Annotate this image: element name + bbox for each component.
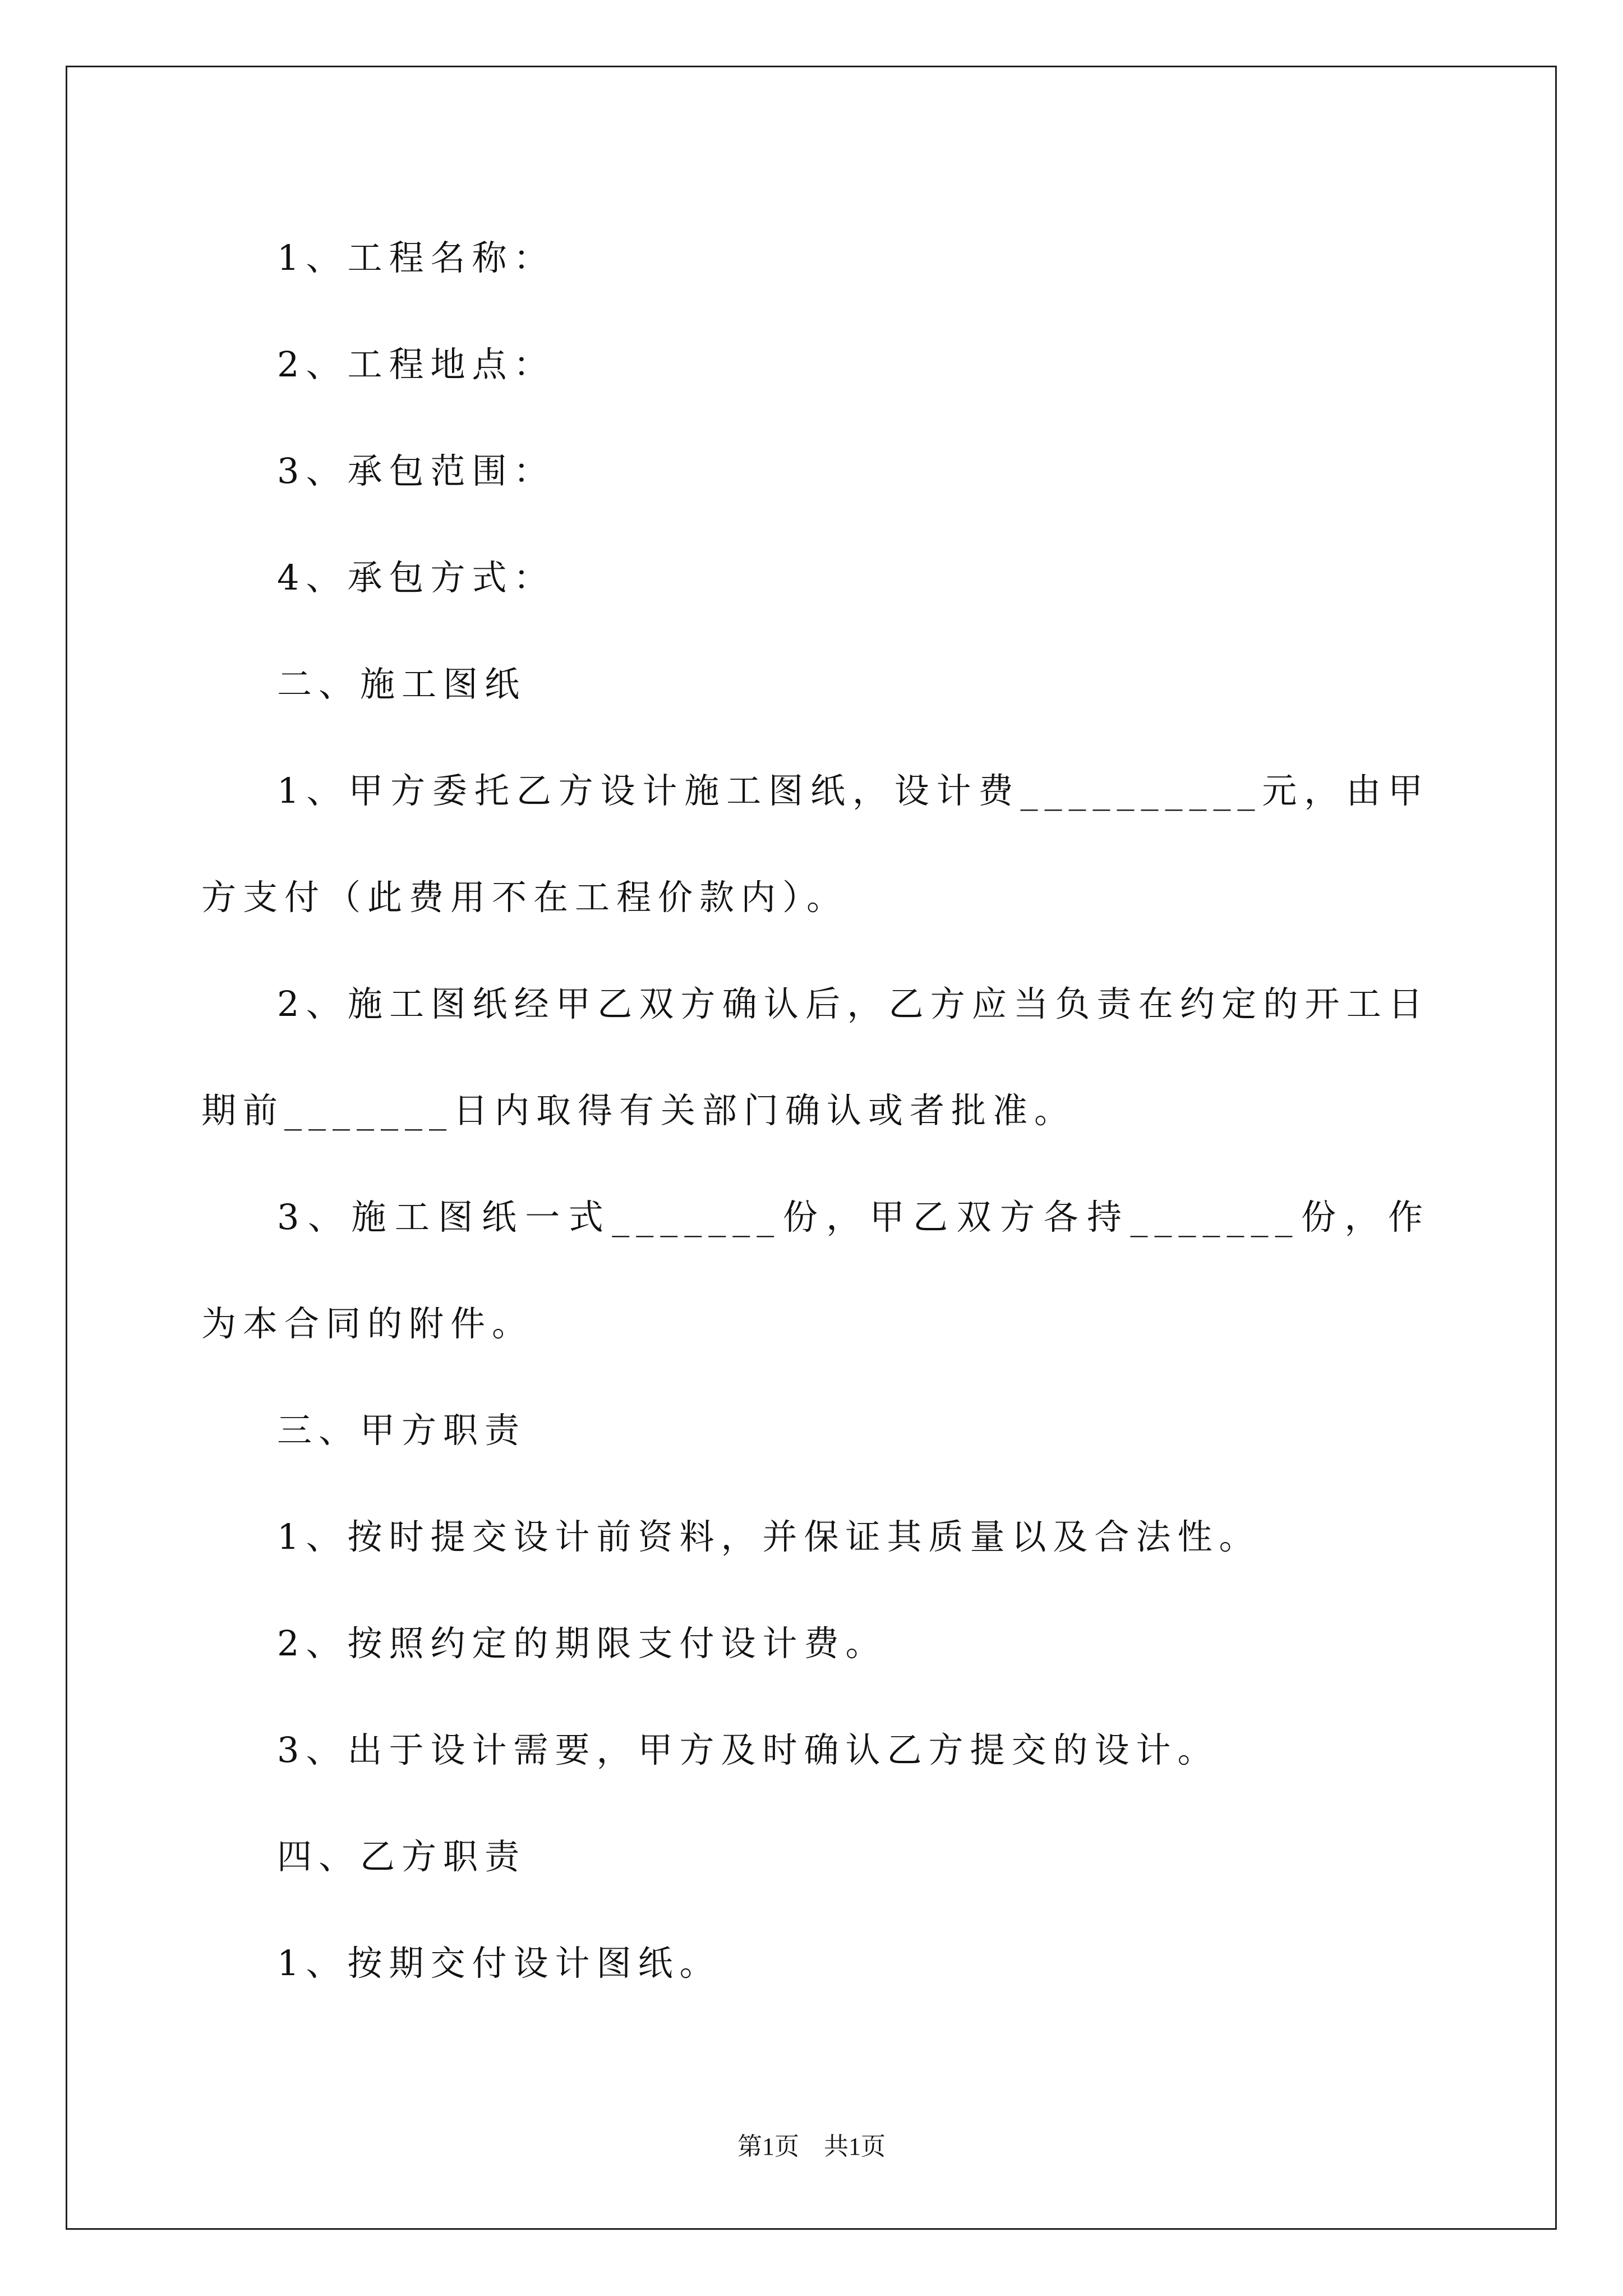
- item-project-location: 2、工程地点：: [277, 344, 555, 385]
- clause-party-a-materials: 1、按时提交设计前资料，并保证其质量以及合法性。: [277, 1516, 1261, 1557]
- page-number-footer: 第1页 共1页: [737, 2133, 886, 2160]
- document-body: [201, 205, 1430, 2017]
- section-heading-party-a: 三、甲方职责: [277, 1410, 527, 1451]
- section-heading-party-b: 四、乙方职责: [277, 1836, 527, 1877]
- clause-party-a-confirmation: 3、出于设计需要，甲方及时确认乙方提交的设计。: [277, 1729, 1219, 1770]
- clause-party-b-delivery: 1、按期交付设计图纸。: [277, 1943, 721, 1984]
- section-heading-drawings: 二、施工图纸: [277, 664, 527, 705]
- clause-party-a-payment: 2、按照约定的期限支付设计费。: [277, 1623, 887, 1664]
- clause-drawing-approval: 2、施工图纸经甲乙双方确认后，乙方应当负责在约定的开工日期前_______日内取得有关部门确认或者批准。: [201, 983, 1430, 1131]
- clause-drawing-copies: 3、施工图纸一式_______份，甲乙双方各持_______份，作为本合同的附件。: [201, 1197, 1430, 1344]
- item-project-name: 1、工程名称：: [277, 237, 555, 278]
- item-contract-scope: 3、承包范围：: [277, 450, 555, 491]
- item-contract-method: 4、承包方式：: [277, 557, 555, 598]
- clause-design-fee: 1、甲方委托乙方设计施工图纸，设计费__________元，由甲方支付（此费用不在工程价款内）。: [201, 770, 1430, 918]
